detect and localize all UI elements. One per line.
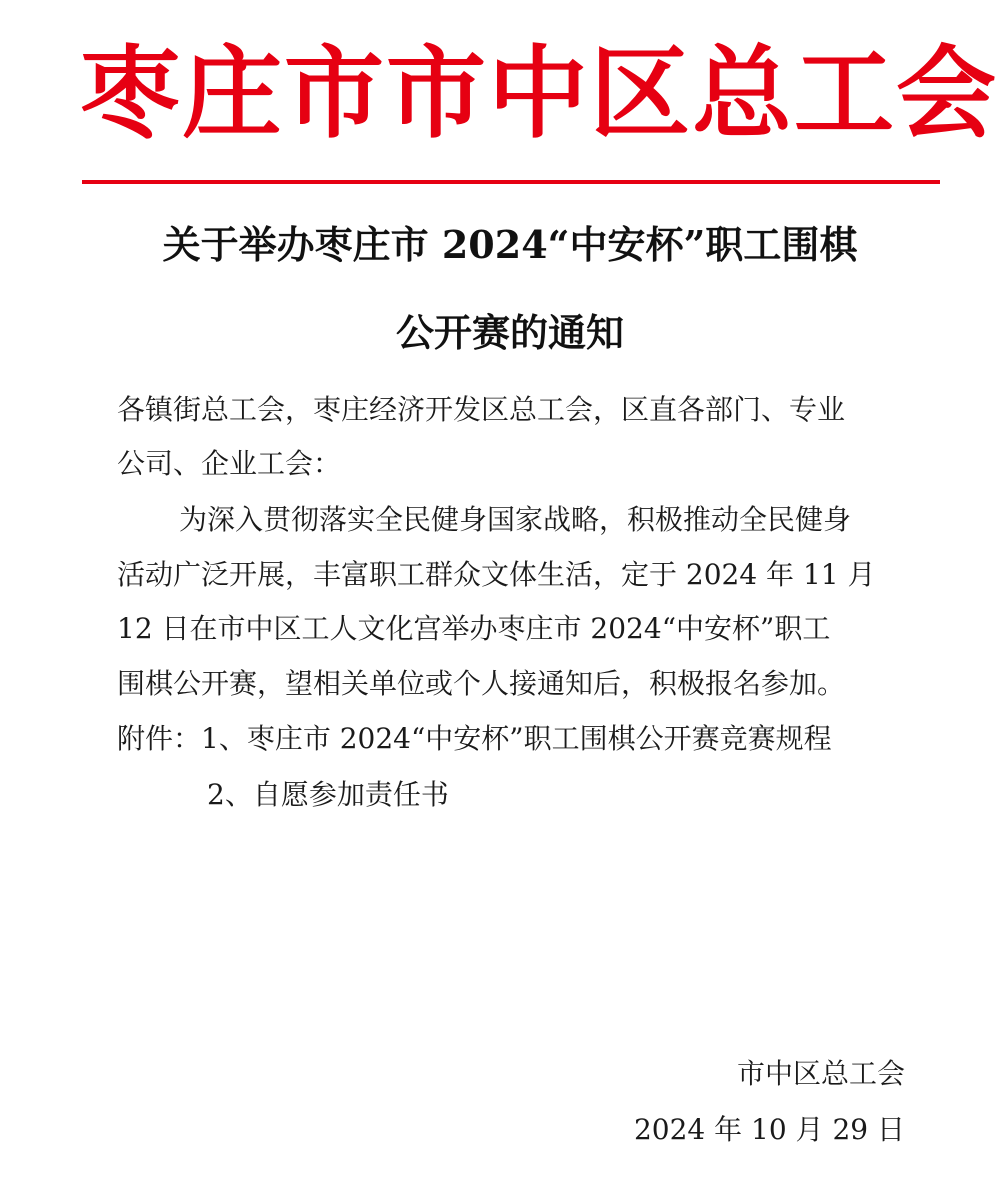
header-divider — [82, 180, 940, 184]
body-line-addressees: 各镇街总工会，枣庄经济开发区总工会，区直各部门、专业 — [117, 393, 846, 426]
document-title-line-2: 公开赛的通知 — [395, 310, 624, 355]
body-line-paragraph: 为深入贯彻落实全民健身国家战略，积极推动全民健身 — [179, 503, 852, 536]
signature-date: 2024 年 10 月 29 日 — [633, 1113, 905, 1146]
body-line-paragraph: 12 日在市中区工人文化宫举办枣庄市 2024“中安杯”职工 — [117, 612, 831, 645]
attachment-line-1: 附件：1、枣庄市 2024“中安杯”职工围棋公开赛竞赛规程 — [117, 722, 832, 755]
signature-organization: 市中区总工会 — [736, 1057, 905, 1090]
body-line-paragraph: 围棋公开赛，望相关单位或个人接通知后，积极报名参加。 — [117, 667, 846, 700]
body-line-paragraph: 活动广泛开展，丰富职工群众文体生活，定于 2024 年 11 月 — [117, 558, 876, 591]
attachment-line-2: 2、自愿参加责任书 — [207, 778, 449, 811]
body-line-addressees-cont: 公司、企业工会： — [117, 447, 342, 480]
organization-header: 枣庄市市中区总工会 — [80, 34, 998, 152]
document-title-line-1: 关于举办枣庄市 2024“中安杯”职工围棋 — [162, 222, 858, 267]
